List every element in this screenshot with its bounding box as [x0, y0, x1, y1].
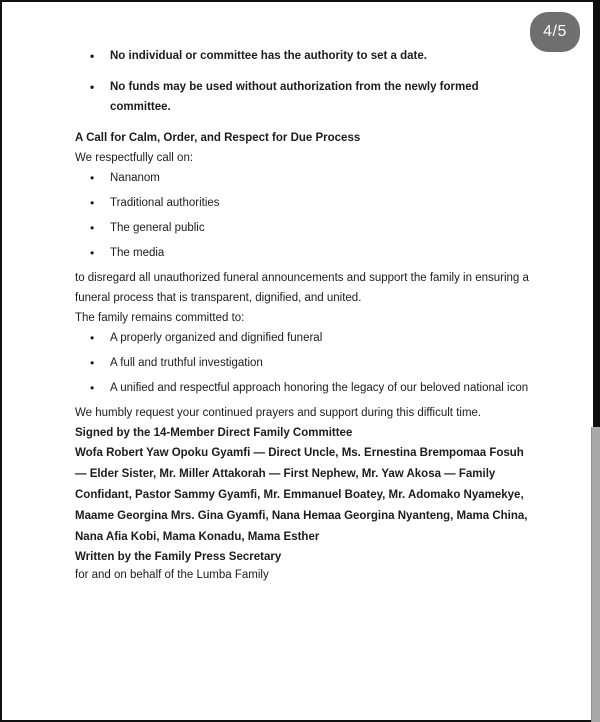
list-item: • A properly organized and dignified funeral	[90, 328, 537, 348]
list-item: • No individual or committee has the authority to set a date.	[90, 46, 537, 66]
list-item: • Nananom	[90, 168, 537, 188]
closing-text: We humbly request your continued prayers and support during this difficult time.	[75, 407, 482, 419]
signatories-text: Wofa Robert Yaw Opoku Gyamfi — Direct Uncle, Ms. Ernestina Brempomaa Fosuh — Elder Sister, Mr. Miller Attakorah — First Nephew, Mr. Yaw Akosa — Family Confidant, Pastor Sammy Gyamfi, Mr. Emmanuel Boatey, Mr. Adomako Nyamekye, Maame Georgina Mrs. Gina Gyamfi, Nana Hemaa Georgina Nyanteng, Mama China, Nana Afia Kobi, Mama Konadu, Mama Esther	[75, 447, 528, 543]
photo-edge-left	[0, 0, 2, 722]
list-item: • No funds may be used without authorization from the newly formed committee.	[90, 77, 537, 117]
signed-heading: Signed by the 14-Member Direct Family Committee	[75, 427, 353, 439]
written-by-text: Written by the Family Press Secretary	[75, 551, 282, 563]
call-section-heading: A Call for Calm, Order, and Respect for Due Process	[75, 132, 361, 144]
list-item: • A full and truthful investigation	[90, 353, 537, 373]
list-item: • A unified and respectful approach honoring the legacy of our beloved national icon	[90, 378, 537, 398]
attribution-block	[75, 548, 537, 584]
scrollbar-thumb[interactable]	[591, 427, 600, 722]
call-outro-text: to disregard all unauthorized funeral announcements and support the family in ensuring a funeral process that is transparent, dignified, and united.	[75, 272, 529, 304]
list-item: • The media	[90, 243, 537, 263]
commitment-intro-text: The family remains committed to:	[75, 312, 245, 324]
call-on-list	[75, 168, 537, 263]
document-page	[75, 0, 537, 584]
scrollbar-track	[593, 0, 600, 427]
call-intro-text: We respectfully call on:	[75, 152, 194, 164]
list-item: • Traditional authorities	[90, 193, 537, 213]
page-counter-badge: 4/5	[530, 12, 580, 52]
commitments-list	[75, 328, 537, 398]
list-item: • The general public	[90, 218, 537, 238]
rules-list	[75, 46, 537, 117]
on-behalf-text: for and on behalf of the Lumba Family	[75, 569, 269, 581]
